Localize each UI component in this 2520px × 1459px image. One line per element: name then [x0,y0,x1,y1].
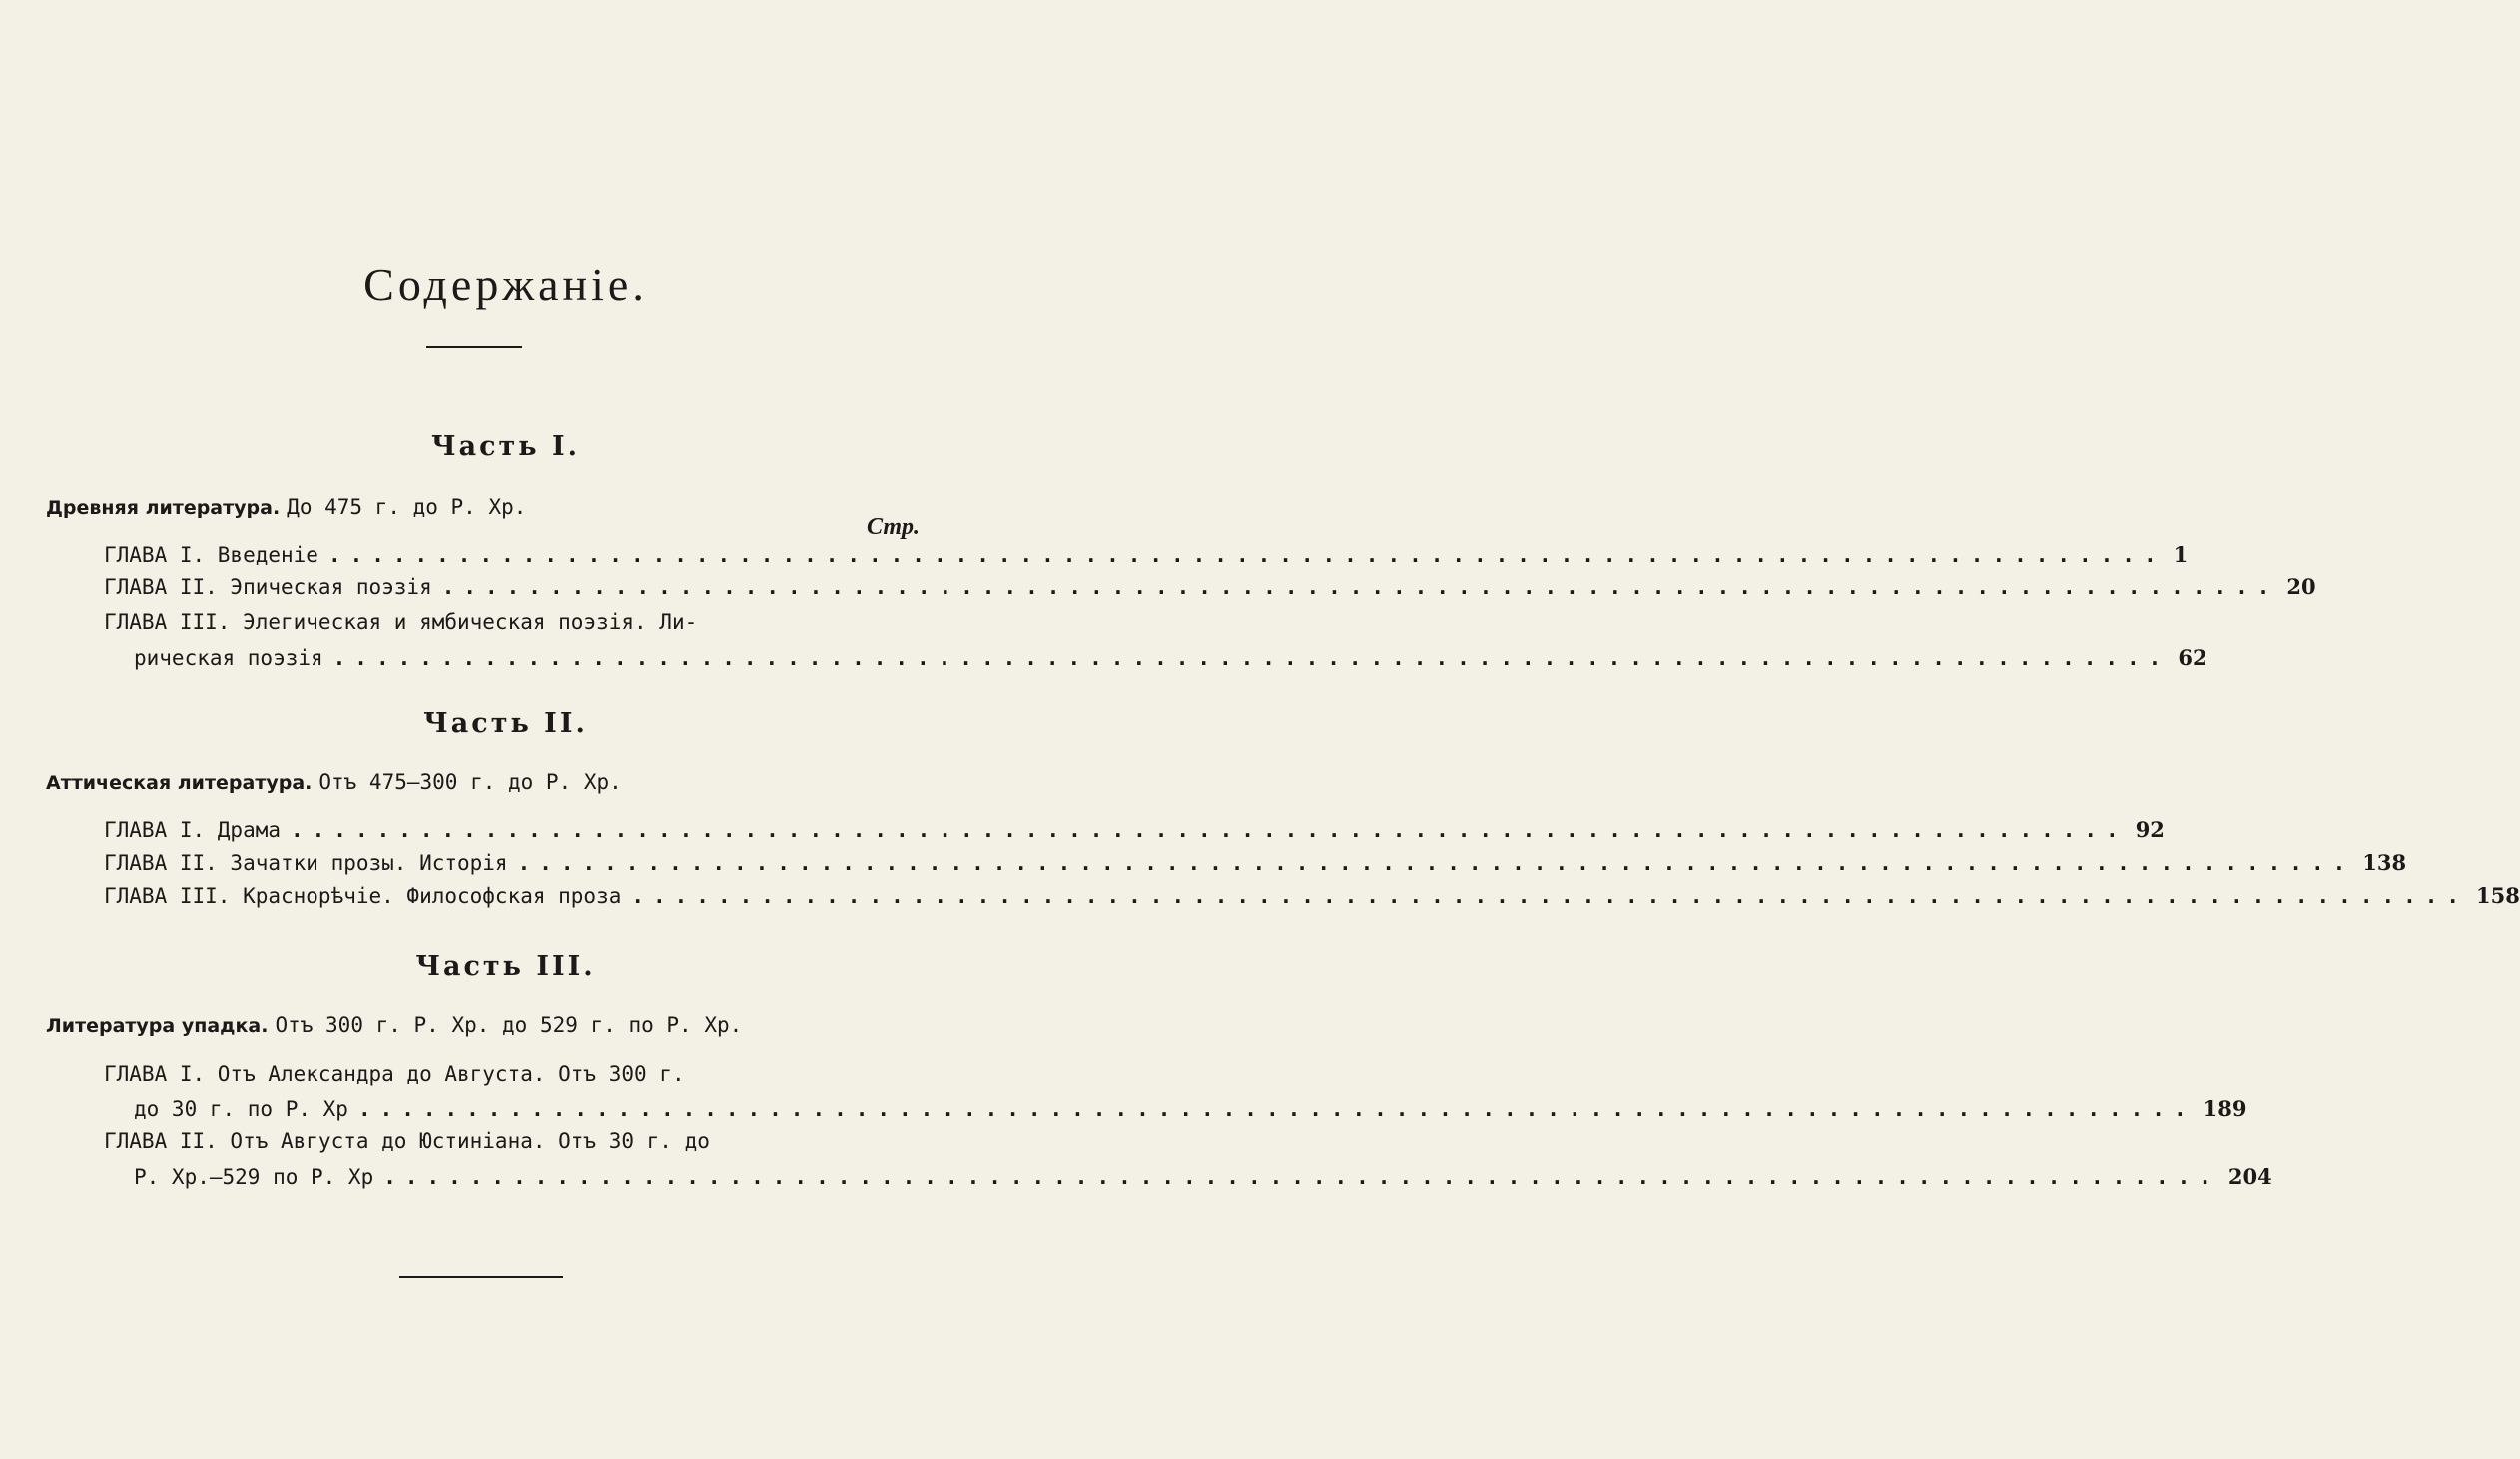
part-heading: Часть I. [430,431,581,462]
chapter-title: ГЛАВА III. Краснорѣчіе. Философская проза [104,884,622,908]
page-number: 158 [2476,883,2520,908]
section-title [46,495,951,520]
toc-entry[interactable] [104,812,2165,848]
page-number: 189 [2203,1096,2247,1121]
leader-dots: ..................................................................................... [332,646,2171,670]
leader-dots: ..................................................................................... [631,884,2469,908]
leader-dots: ..................................................................................... [291,818,2128,842]
title-divider [426,346,522,348]
page-column-header: Стр. [866,514,920,540]
chapter-title-continued: Р. Хр.—529 по Р. Хр [134,1165,374,1189]
section-title [46,770,951,795]
chapter-title: ГЛАВА II. Эпическая поэзія [104,575,432,599]
chapter-title: ГЛАВА I. Драма [104,818,282,842]
toc-entry[interactable] [104,1056,2247,1127]
chapter-title: ГЛАВА III. Элегическая и ямбическая поэзія. Ли- [104,610,698,634]
leader-dots: ..................................................................................... [327,543,2166,567]
page-number: 138 [2362,850,2407,875]
chapter-title: ГЛАВА I. Отъ Александра до Августа. Отъ 300 г. [104,1062,685,1086]
section-period: До 475 г. до Р. Хр. [287,495,527,519]
chapter-title-continued: до 30 г. по Р. Хр [134,1097,348,1121]
toc-entry[interactable] [104,537,2189,573]
section-name: Литература упадка. [46,1015,269,1037]
part-heading: Часть III. [415,951,596,982]
page-number: 92 [2135,817,2165,842]
section-name: Аттическая литература. [46,772,313,794]
page-number: 62 [2178,645,2207,670]
toc-entry[interactable] [104,604,2207,676]
part-heading: Часть II. [423,708,588,739]
leader-dots: ..................................................................................... [517,851,2355,875]
leader-dots: ..................................................................................... [383,1165,2220,1189]
section-name: Древняя литература. [46,497,281,519]
section-period: Отъ 475—300 г. до Р. Хр. [318,770,622,794]
toc-entry[interactable] [104,1123,2272,1195]
chapter-title-continued: рическая поэзія [134,646,323,670]
page-number: 20 [2286,574,2316,599]
chapter-title: ГЛАВА I. Введеніе [104,543,318,567]
page-number: 1 [2173,542,2189,567]
leader-dots: ..................................................................................... [441,575,2279,599]
section-period: Отъ 300 г. Р. Хр. до 529 г. по Р. Хр. [275,1013,743,1037]
toc-entry[interactable] [104,569,2316,605]
closing-divider [399,1276,563,1278]
page-title: Содержаніе. [363,259,648,310]
leader-dots: ..................................................................................... [357,1097,2196,1121]
chapter-title: ГЛАВА II. Отъ Августа до Юстиніана. Отъ 30 г. до [104,1129,710,1153]
section-title [46,1013,951,1038]
toc-entry[interactable] [104,845,2407,881]
chapter-title: ГЛАВА II. Зачатки прозы. Исторія [104,851,508,875]
page-number: 204 [2227,1164,2272,1189]
toc-entry[interactable] [104,878,2520,914]
